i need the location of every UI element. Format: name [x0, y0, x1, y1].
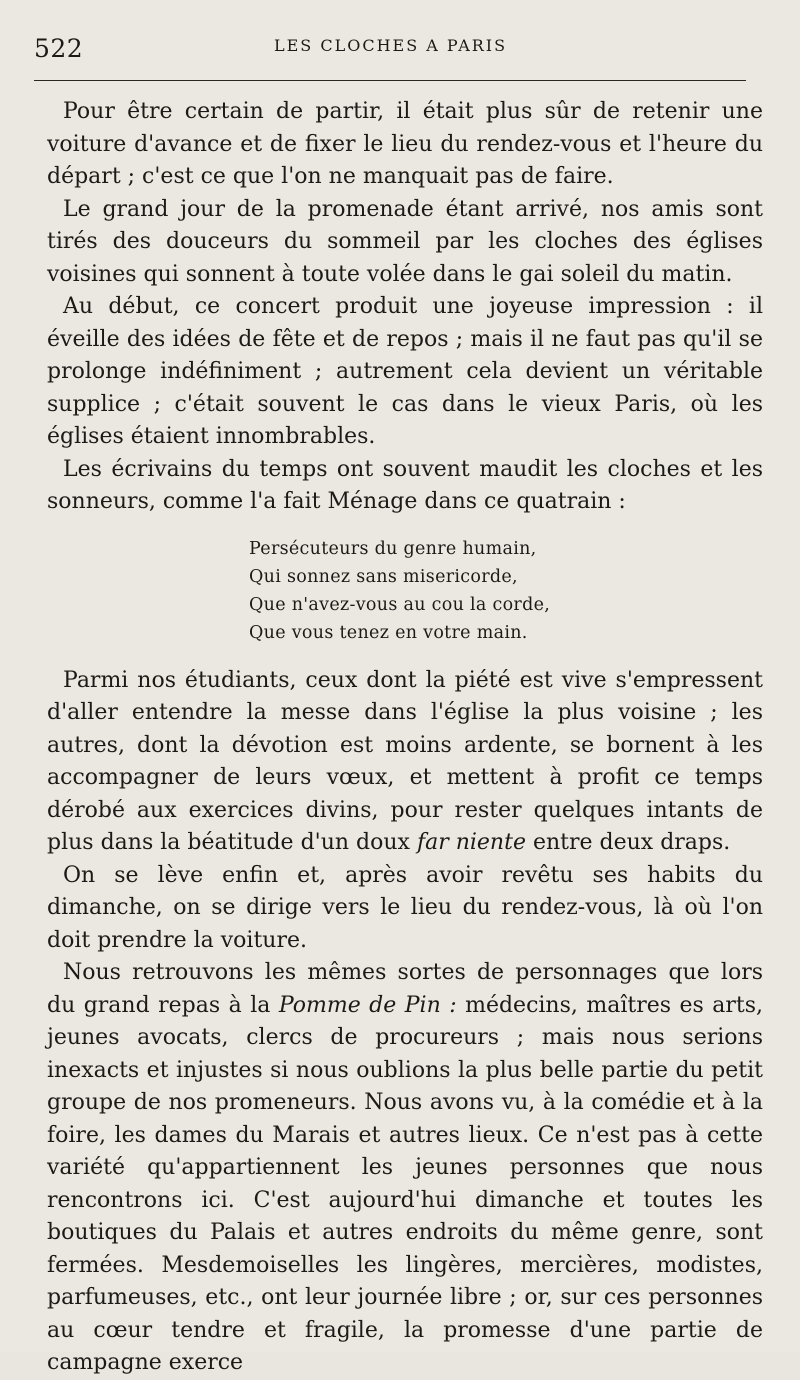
page-number: 522	[34, 34, 84, 63]
paragraph-6: On se lève enfin et, après avoir revêtu ses habits du dimanche, on se dirige vers le lieu du rendez-vous, là où l'on doit prendre la voiture.	[47, 862, 763, 953]
paragraph-7-italic: Pomme de Pin :	[278, 992, 457, 1018]
header-rule	[34, 80, 746, 81]
paragraph-5	[47, 665, 763, 860]
paragraph-1: Pour être certain de partir, il était plus sûr de retenir une voiture d'avance et de fixer le lieu du rendez-vous et l'heure du départ ; c'est ce que l'on ne manquait pas de faire.	[47, 99, 763, 189]
paragraph-4: Les écrivains du temps ont souvent maudit les cloches et les sonneurs, comme l'a fait Ménage dans ce quatrain :	[47, 456, 763, 514]
verse-line-1: Persécuteurs du genre humain,	[249, 538, 537, 559]
verse-line-3: Que n'avez-vous au cou la corde,	[249, 594, 551, 615]
verse-line-4: Que vous tenez en votre main.	[249, 622, 528, 643]
running-title: LES CLOCHES A PARIS	[274, 36, 508, 55]
paragraph-2: Le grand jour de la promenade étant arrivé, nos amis sont tirés des douceurs du sommeil par les cloches des églises voisines qui sonnent à toute volée dans le gai soleil du matin.	[47, 196, 763, 287]
paragraph-7-end: médecins, maîtres es arts, jeunes avocats, clercs de procureurs ; mais nous serions inexacts et injustes si nous oublions la plus belle partie du petit groupe de nos promeneurs. Nous avons vu, à la comédie et à la foire, les dames du Marais et autres lieux. Ce n'est pas à cette variété qu'appartiennent les jeunes personnes que nous rencontrons ici. C'est aujourd'hui dimanche et toutes les boutiques du Palais et autres endroits du même genre, sont fermées. Mesdemoiselles les lingères, mercières, modistes, parfumeuses, etc., ont leur journée libre ; or, sur ces personnes au cœur tendre et fragile, la promesse d'une partie de campagne exerce	[47, 992, 764, 1375]
paragraph-5-end: entre deux draps.	[525, 830, 731, 855]
body-text	[47, 96, 763, 1380]
quatrain	[249, 535, 763, 647]
paragraph-7	[47, 957, 763, 1380]
paragraph-5-text: Parmi nos étudiants, ceux dont la piété est vive s'empressent d'aller entendre la messe dans l'église la plus voisine ; les autres, dont la dévotion est moins ardente, se bornent à les accompagner de leurs vœux, et mettent à profit ce temps dérobé aux exercices divins, pour rester quelques intants de plus dans la béatitude d'un doux	[47, 667, 763, 855]
verse-line-2: Qui sonnez sans misericorde,	[249, 566, 518, 587]
paragraph-7-text: Nous retrouvons les mêmes sortes de personnages que lors du grand repas à la	[47, 960, 763, 1018]
paragraph-3: Au début, ce concert produit une joyeuse impression : il éveille des idées de fête et de repos ; mais il ne faut pas qu'il se prolonge indéfiniment ; autrement cela devient un véritable supplice ; c'était souvent le cas dans le vieux Paris, où les églises étaient innombrables.	[47, 294, 763, 449]
paragraph-5-italic: far niente	[416, 830, 526, 855]
page-header	[34, 30, 764, 70]
